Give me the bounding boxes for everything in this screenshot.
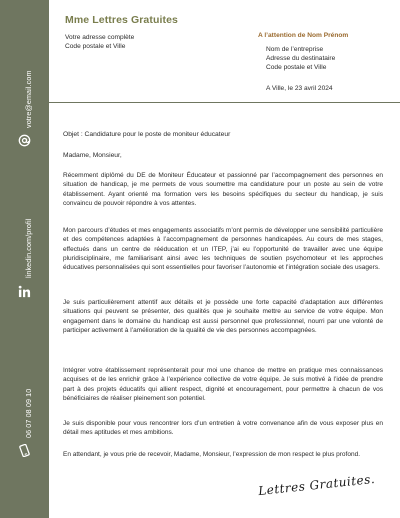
paragraph-5: Je suis disponible pour vous rencontrer lors d’un entretien à votre convenance afin de vous exposer plus en détail mes aptitudes et mes ambitions.: [63, 420, 383, 437]
recipient-block: [266, 45, 335, 72]
paragraph-6: En attendant, je vous prie de recevoir, Madame, Monsieur, l’expression de mon respect le plus profond.: [63, 451, 360, 458]
sender-address-line2: Code postale et Ville: [65, 43, 126, 50]
sender-address-line1: Votre adresse complète: [65, 34, 135, 41]
sender-address: [65, 33, 134, 51]
letter-salutation: Madame, Monsieur,: [63, 152, 122, 159]
recipient-company: Nom de l’entreprise: [266, 46, 324, 53]
paragraph-4: Intégrer votre établissement représenterait pour moi une chance de mettre en pratique mes connaissances acquises et de les enrichir grâce à l’expérience collective de votre équipe. Je suis motivé à l’idée de prendre part à des projets éducatifs qui allient respect, dignité et encouragement, pour permettre à chacun de vos bénéficiaires de réaliser pleinement son potentiel.: [63, 367, 383, 402]
sidebar: [0, 0, 49, 518]
phone-icon: [18, 444, 31, 457]
paragraph-3: Je suis particulièrement attentif aux détails et je possède une forte capacité d’adaptation aux différentes situations qui peuvent se présenter, des qualités que je souhaite mettre au service de votre équipe. Mon engagement dans le domaine du handicap est aussi personnel que professionnel, nourri par une volonté de participer activement à l’amélioration de la qualité de vie des personnes accompagnées.: [63, 299, 383, 334]
sidebar-linkedin: linkedin.com/profil: [24, 218, 33, 278]
sender-name: Mme Lettres Gratuites: [65, 14, 178, 26]
sidebar-email: votre@email.com: [24, 70, 33, 128]
paragraph-2: Mon parcours d’études et mes engagements associatifs m’ont permis de développer une sensibilité particulière et des compétences adaptées à l’accompagnement de personnes handicapées. Au cours de mes stages, effectués dans un centre de rééducation et un ITEP, j’ai eu l’opportunité de travailler avec une équipe pluridisciplinaire, me familiarisant ainsi avec les techniques de soutien psychomoteur et les approches éducatives personnalisées qui sont essentielles pour favoriser l’autonomie et l’intégration sociale des usagers.: [63, 227, 383, 272]
recipient-attention: A l’attention de Nom Prénom: [258, 32, 349, 39]
letter-date: A Ville, le 23 avril 2024: [266, 85, 333, 92]
linkedin-icon: [18, 285, 31, 298]
recipient-postal: Code postale et Ville: [266, 64, 327, 71]
sidebar-phone: 06 07 08 09 10: [24, 388, 33, 438]
letter-object: Objet : Candidature pour le poste de moniteur éducateur: [63, 131, 231, 138]
paragraph-1: Récemment diplômé du DE de Moniteur Éducateur et passionné par l’accompagnement des personnes en situation de handicap, je me permets de vous soumettre ma candidature pour un poste au sein de votre établissement. Ayant orienté ma formation vers les besoins spécifiques du secteur du handicap, je suis convaincu de pouvoir répondre à vos attentes.: [63, 172, 383, 207]
at-icon: [18, 134, 31, 147]
header-divider: [49, 102, 400, 103]
recipient-address: Adresse du destinataire: [266, 55, 336, 62]
signature: Lettres Gratuites.: [257, 471, 376, 499]
